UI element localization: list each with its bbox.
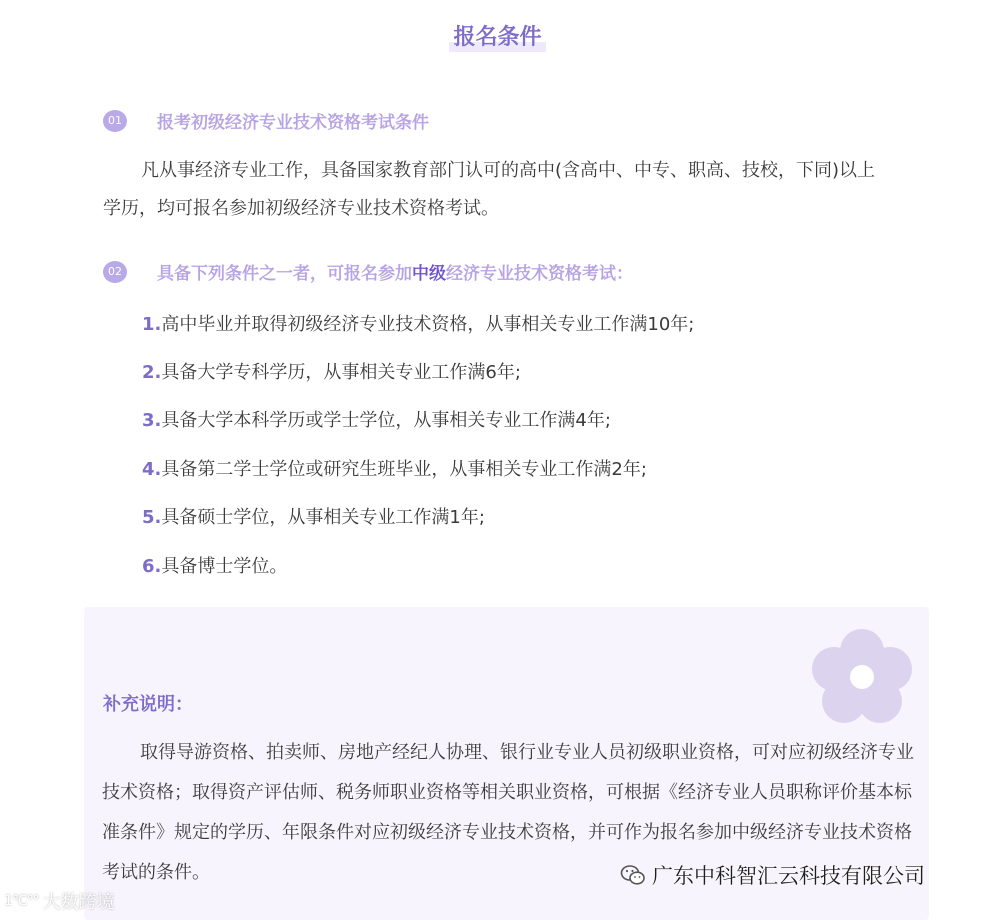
wechat-icon [620, 863, 646, 887]
list-item [142, 552, 287, 578]
flower-decoration-icon [806, 625, 918, 727]
note-body: 取得导游资格、拍卖师、房地产经纪人协理、银行业专业人员初级职业资格，可对应初级经济专业技术资格；取得资产评估师、税务师职业资格等相关职业资格，可根据《经济专业人员职称评价基本标准条件》规定的学历、年限条件对应初级经济专业技术资格，并可作为报名参加中级经济专业技术资格考试的条件。 [102, 742, 914, 883]
list-item [142, 310, 694, 336]
section1-number-badge: 01 [103, 110, 127, 132]
list-item-text: 具备第二学士学位或研究生班毕业，从事相关专业工作满2年; [161, 459, 647, 480]
watermark-brand [4, 888, 115, 914]
list-item-number: 5. [142, 507, 162, 528]
list-item [142, 455, 647, 481]
section1-heading: 报考初级经济专业技术资格考试条件 [157, 113, 429, 133]
section2-heading-after: 经济专业技术资格考试： [446, 264, 633, 284]
note-heading: 补充说明： [103, 694, 193, 715]
list-item-text: 具备大学专科学历，从事相关专业工作满6年; [161, 362, 521, 383]
list-item-text: 具备硕士学位，从事相关专业工作满1年; [161, 507, 485, 528]
list-item-number: 4. [142, 459, 162, 480]
watermark-brand-logo: 1℃°° [4, 893, 39, 909]
watermark-company-text: 广东中科智汇云科技有限公司 [652, 864, 925, 888]
list-item-text: 具备大学本科学历或学士学位，从事相关专业工作满4年; [161, 410, 611, 431]
list-item [142, 406, 611, 432]
section2-number-badge: 02 [103, 261, 127, 283]
section2-heading [157, 259, 633, 284]
list-item [142, 358, 521, 384]
watermark-brand-text: 大数跨境 [42, 892, 115, 913]
section2-heading-highlight: 中级 [412, 264, 446, 284]
list-item-number: 6. [142, 556, 162, 577]
page-title-wrap [0, 20, 995, 51]
list-item [142, 503, 485, 529]
watermark-company [620, 860, 925, 890]
section1-header [103, 108, 429, 133]
list-item-text: 高中毕业并取得初级经济专业技术资格，从事相关专业工作满10年; [161, 314, 695, 335]
list-item-number: 1. [142, 314, 162, 335]
list-item-number: 2. [142, 362, 162, 383]
section2-header [103, 259, 633, 284]
page-title: 报名条件 [449, 23, 545, 52]
list-item-number: 3. [142, 410, 162, 431]
list-item-text: 具备博士学位。 [161, 556, 288, 577]
section2-heading-before: 具备下列条件之一者，可报名参加 [157, 264, 412, 284]
section1-body: 凡从事经济专业工作，具备国家教育部门认可的高中(含高中、中专、职高、技校，下同)以上学历，均可报名参加初级经济专业技术资格考试。 [103, 160, 876, 219]
